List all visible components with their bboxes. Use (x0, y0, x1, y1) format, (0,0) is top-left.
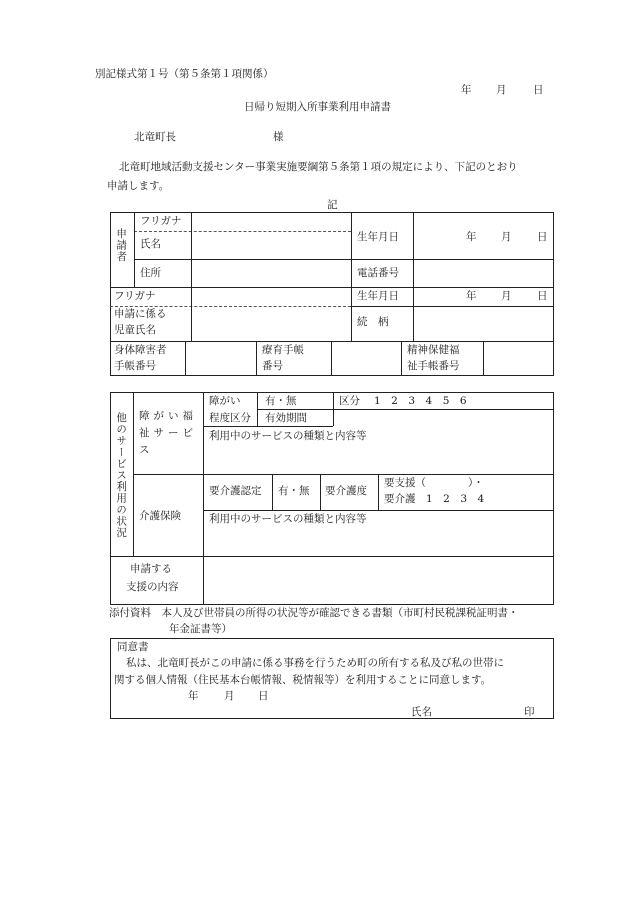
ryoiku-handbook-label-line1: 療育手帳 (262, 344, 304, 356)
consent-day: 日 (258, 690, 269, 702)
consent-month: 月 (224, 690, 235, 702)
disability-service-label-line1: 障がい福 (139, 410, 197, 422)
relationship-label: 続 柄 (357, 316, 389, 328)
phone-label: 電話番号 (357, 267, 399, 279)
category-numbers: 1 2 3 4 5 6 (374, 395, 467, 407)
care-level-label: 要介護度 (325, 485, 367, 497)
care-presence: 有・無 (278, 485, 310, 497)
intro-text-line1: 北竜町地域活動支援センター事業実施要綱第５条第１項の規定により、下記のとおり (119, 161, 518, 173)
address-label: 住所 (140, 267, 161, 279)
consent-name-label: 氏名 (411, 706, 432, 718)
ki-label: 記 (327, 199, 338, 211)
consent-title: 同意書 (117, 641, 149, 653)
name-label: 氏名 (140, 238, 161, 250)
care-service-content-label: 利用中のサービスの種類と内容等 (209, 513, 367, 525)
disability-service-label-line3: ス (139, 444, 150, 456)
mental-handbook-label-line2: 祉手帳番号 (407, 360, 460, 372)
child-furigana-label: フリガナ (114, 290, 156, 302)
birth-month: 月 (501, 231, 512, 243)
valid-period-label: 有効期間 (265, 412, 307, 424)
birthdate-label: 生年月日 (357, 231, 399, 243)
consent-text-line2: 関する個人情報（住民基本台帳情報、税情報等）を利用することに同意します。 (114, 674, 492, 686)
physical-handbook-label-line2: 手帳番号 (114, 360, 156, 372)
intro-text-line2: 申請します。 (107, 180, 170, 192)
disability-label: 障がい (209, 395, 241, 407)
child-birth-month: 月 (501, 290, 512, 302)
consent-year: 年 (188, 690, 199, 702)
form-reference: 別記様式第１号（第５条第１項関係） (95, 68, 274, 80)
care-need-label: 要介護 1 2 3 4 (384, 493, 485, 505)
addressee: 北竜町長 (134, 131, 176, 143)
date-day: 日 (533, 84, 544, 96)
mental-handbook-label-line1: 精神保健福 (407, 344, 460, 356)
child-birth-year: 年 (466, 290, 477, 302)
birth-year: 年 (466, 231, 477, 243)
care-insurance-label: 介護保険 (139, 510, 181, 522)
child-birth-day: 日 (537, 290, 548, 302)
attachments-line1: 添付資料 本人及び世帯員の所得の状況等が確認できる書類（市町村民税課税証明書・ (109, 607, 519, 619)
ryoiku-handbook-label-line2: 番号 (262, 360, 283, 372)
child-name-label-line1: 申請に係る (114, 308, 167, 320)
category-label: 区分 (339, 395, 360, 407)
applicant-label: 申請者 (115, 228, 128, 263)
child-name-label-line2: 児童氏名 (114, 324, 156, 336)
birth-day: 日 (537, 231, 548, 243)
requested-support-label-line1: 申請する (130, 563, 172, 575)
requested-support-label-line2: 支援の内容 (126, 581, 179, 593)
physical-handbook-label-line1: 身体障害者 (114, 344, 167, 356)
support-need-label: 要支援（ ）・ (384, 477, 484, 489)
consent-text-line1: 私は、北竜町長がこの申請に係る事務を行うため町の所有する私及び私の世帯に (126, 657, 504, 669)
category-level-label: 程度区分 (209, 412, 251, 424)
furigana-label: フリガナ (140, 215, 182, 227)
honorific: 様 (273, 131, 284, 143)
care-cert-label: 要介護認定 (209, 485, 262, 497)
date-month: 月 (496, 84, 507, 96)
date-year: 年 (461, 84, 472, 96)
child-birthdate-label: 生年月日 (357, 290, 399, 302)
attachments-line2: 年金証書等） (169, 623, 232, 635)
disability-service-content-label: 利用中のサービスの種類と内容等 (209, 430, 367, 442)
disability-presence: 有・無 (265, 395, 297, 407)
document-title: 日帰り短期入所事業利用申請書 (244, 101, 391, 113)
seal-mark: 印 (524, 706, 535, 718)
other-services-side-label: 他のサービス利用の状況 (115, 412, 128, 539)
disability-service-label-line2: 祉サービ (139, 427, 197, 439)
